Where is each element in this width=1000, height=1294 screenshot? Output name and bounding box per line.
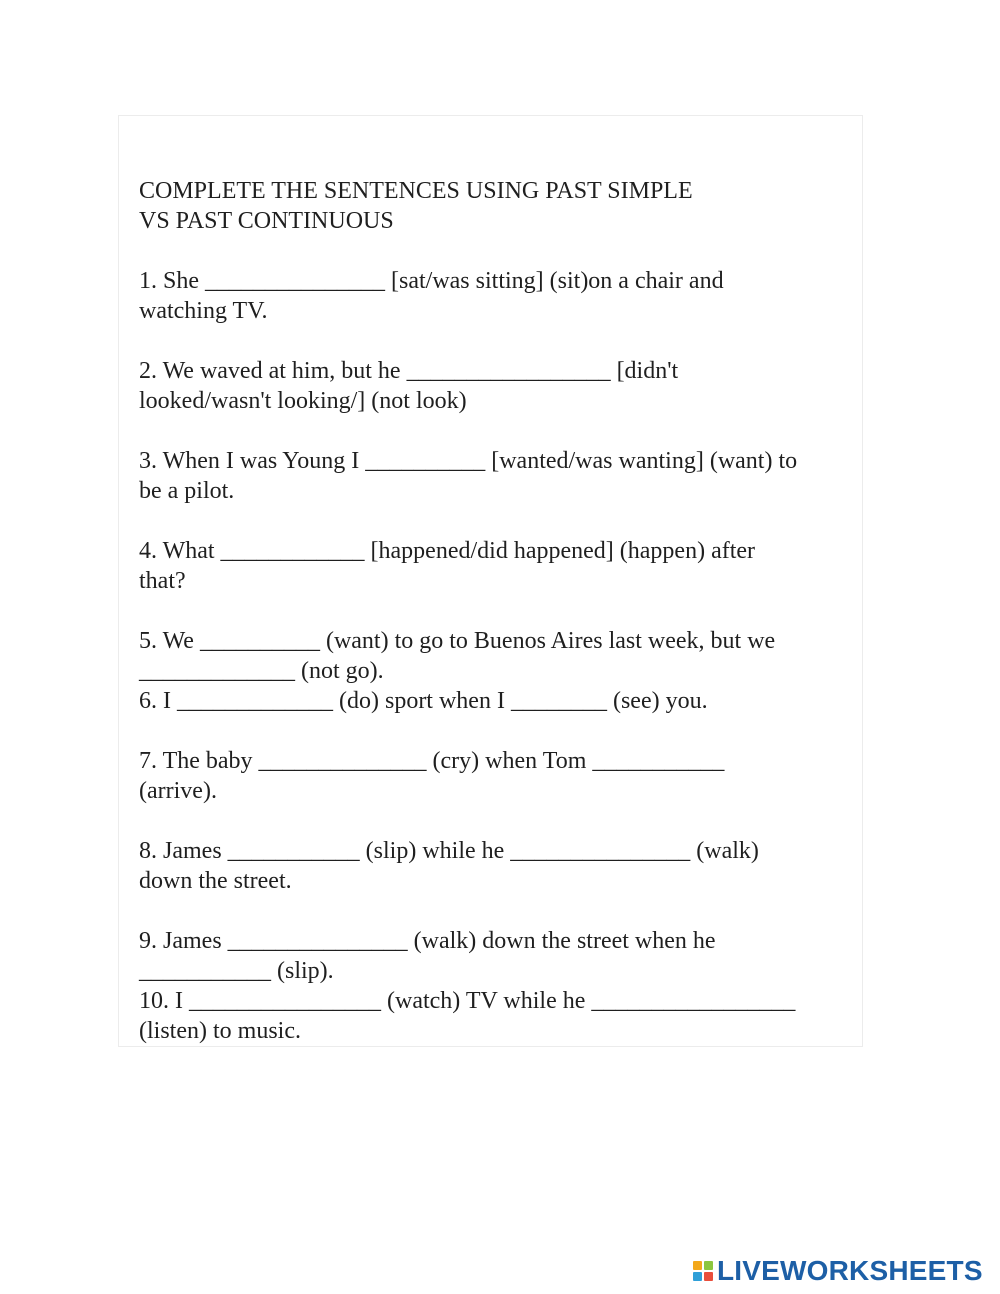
exercise-5-line-1: 5. We __________ (want) to go to Buenos Aires last week, but we (139, 628, 776, 654)
exercise-item-6 (139, 686, 869, 716)
exercise-item-1 (139, 266, 869, 326)
exercise-4-line-1: 4. What ____________ [happened/did happened] (happen) after (139, 538, 756, 564)
exercise-item-3 (139, 446, 869, 506)
exercise-9-line-1: 9. James _______________ (walk) down the street when he (139, 928, 716, 954)
exercise-1-line-1: 1. She _______________ [sat/was sitting] (sit)on a chair and (139, 268, 724, 294)
exercise-9-line-2: ___________ (slip). (139, 958, 334, 984)
liveworksheets-logo-icon (693, 1261, 713, 1281)
exercise-10-line-1: 10. I ________________ (watch) TV while he _________________ (139, 988, 796, 1014)
exercise-4-line-2: that? (139, 568, 186, 594)
logo-text: LIVEWORKSHEETS (717, 1255, 983, 1286)
exercise-item-5 (139, 626, 869, 686)
exercise-8-line-2: down the street. (139, 868, 292, 894)
exercise-item-9 (139, 926, 869, 986)
title-line-1: COMPLETE THE SENTENCES USING PAST SIMPLE (139, 178, 693, 204)
liveworksheets-logo[interactable] (693, 1256, 983, 1286)
exercise-6-line-1: 6. I _____________ (do) sport when I ________ (see) you. (139, 688, 708, 714)
exercise-7-line-2: (arrive). (139, 778, 217, 804)
title-line-2: VS PAST CONTINUOUS (139, 208, 394, 234)
exercise-2-line-2: looked/wasn't looking/] (not look) (139, 388, 467, 414)
exercise-item-7 (139, 746, 869, 806)
exercise-3-line-1: 3. When I was Young I __________ [wanted/was wanting] (want) to (139, 448, 798, 474)
exercise-item-2 (139, 356, 869, 416)
exercise-item-10 (139, 986, 869, 1046)
worksheet-content (139, 176, 869, 1046)
exercise-item-4 (139, 536, 869, 596)
exercise-item-8 (139, 836, 869, 896)
exercise-8-line-1: 8. James ___________ (slip) while he _______________ (walk) (139, 838, 759, 864)
exercise-5-line-2: _____________ (not go). (139, 658, 384, 684)
exercise-3-line-2: be a pilot. (139, 478, 235, 504)
exercise-2-line-1: 2. We waved at him, but he _________________ [didn't (139, 358, 679, 384)
exercise-7-line-1: 7. The baby ______________ (cry) when Tom ___________ (139, 748, 725, 774)
worksheet-title (139, 176, 869, 236)
exercise-10-line-2: (listen) to music. (139, 1018, 301, 1044)
exercise-1-line-2: watching TV. (139, 298, 268, 324)
